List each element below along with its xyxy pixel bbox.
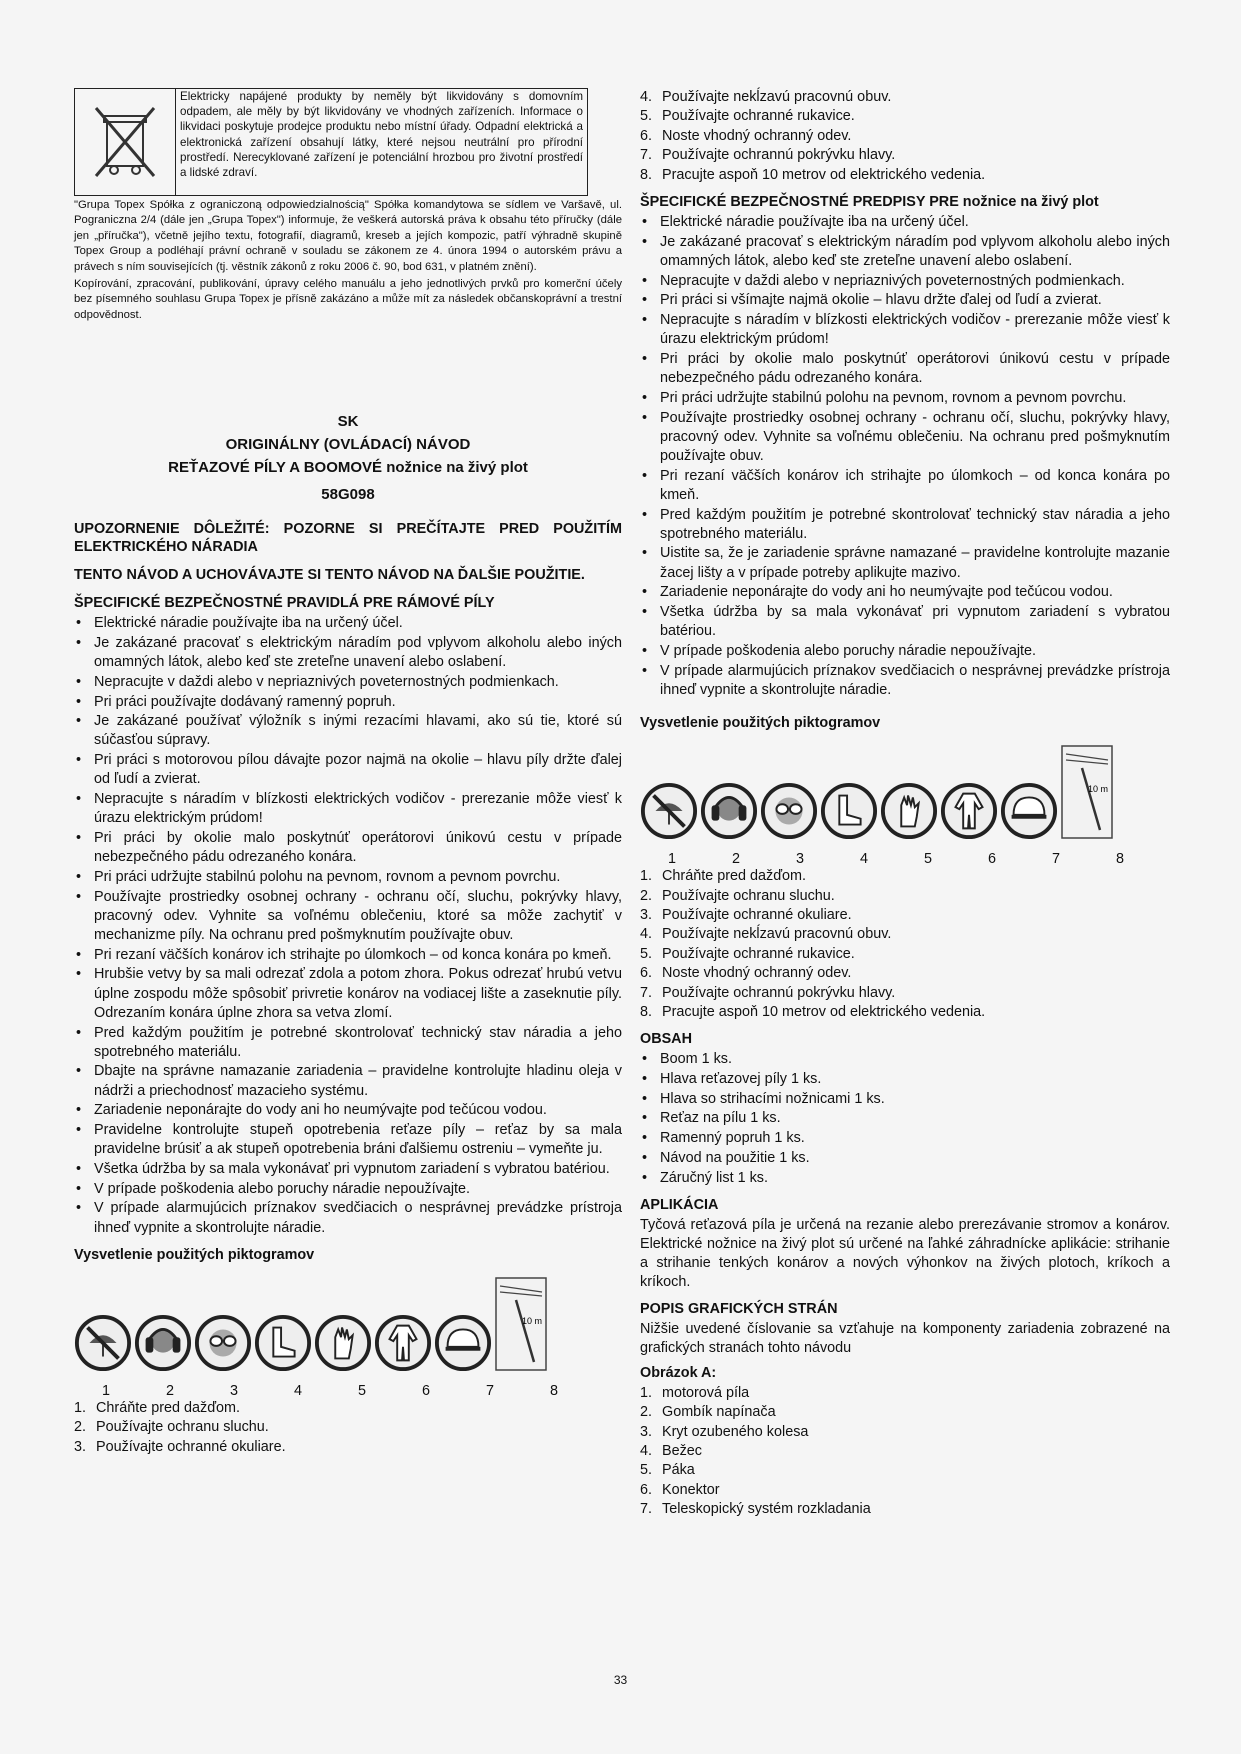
rain-protection-icon (640, 782, 698, 845)
list-item: 3. Kryt ozubeného kolesa (640, 1423, 809, 1440)
application-heading: APLIKÁCIA (640, 1196, 719, 1213)
figure-a-heading: Obrázok A: (640, 1364, 717, 1381)
list-item: • Pri práci udržujte stabilnú polohu na pevnom, rovnom a pevnom povrchu. (640, 389, 1170, 408)
ear-protection-icon (134, 1314, 192, 1377)
crossed-out-wheelie-bin-icon (75, 89, 176, 195)
list-item: • Nepracujte v daždi alebo v nepriaznivých poveternostných podmienkach. (74, 673, 622, 692)
pictogram-numbers (74, 1383, 622, 1399)
list-item: • V prípade poškodenia alebo poruchy náradie nepoužívajte. (74, 1180, 622, 1199)
list-item: 4. Bežec (640, 1443, 702, 1459)
list-item: • Boom 1 ks. (640, 1050, 1170, 1069)
power-line-distance-icon (1060, 744, 1114, 845)
pictogram-legend-left (74, 1399, 622, 1457)
pictogram-number: 7 (485, 1382, 494, 1399)
contents-list (640, 1050, 1170, 1187)
product-name: REŤAZOVÉ PÍLY A BOOMOVÉ nožnice na živý plot (168, 459, 528, 477)
pictogram-number: 3 (229, 1382, 238, 1399)
list-item: • Pred každým použitím je potrebné skontrolovať technický stav náradia a jeho spotrebného materiálu. (640, 506, 1170, 544)
copyright-paragraph-1: "Grupa Topex Spółka z ograniczoną odpowiedzialnością" Spółka komandytowa se sídlem ve Varšavě, ul. Pograniczna 2/4 (dále jen „Grupa Topex") informuje, že veškerá autorská práva k obsahu této příručky (dále jen „příručka"), včetně jejího textu, fotografií, diagramů, kreseb a jejích kompozic, patří výhradně skupině Topex Group a podléhají právní ochraně v souladu se zákonem ze 4. února 1994 o autorském právu a právech s ním souvisejících (tj. věstník zákonů z roku 2006 č. 90, bod 631, v platném znění). (74, 199, 622, 273)
pictogram-number: 8 (549, 1382, 558, 1399)
hedge-rules-list (640, 213, 1170, 700)
safety-boots-icon (254, 1314, 312, 1377)
list-item: • Pri rezaní väčších konárov ich strihajte po úlomkoch – od konca konára po kmeň. (640, 467, 1170, 505)
pictogram-number: 5 (357, 1382, 366, 1399)
power-line-distance-icon (494, 1276, 548, 1377)
ear-protection-icon (700, 782, 758, 845)
list-item: 1. Chráňte pred dažďom. (640, 868, 807, 885)
left-column (74, 88, 622, 1457)
list-item: • Záručný list 1 ks. (640, 1169, 1170, 1188)
gloves-icon (314, 1314, 372, 1377)
gloves-icon (880, 782, 938, 845)
list-item: 5. Používajte ochranné rukavice. (640, 108, 855, 125)
helmet-icon (1000, 782, 1058, 845)
title-block (74, 410, 622, 506)
list-item: 2. Gombík napínača (640, 1404, 776, 1421)
list-item: • Uistite sa, že je zariadenie správne namazané – pravidelne kontrolujte mazanie žacej lišty a v prípade potreby aplikujte mazivo. (640, 544, 1170, 582)
list-item: • Pri práci s motorovou pílou dávajte pozor najmä na okolie – hlavu píly držte ďalej od ľudí a zvierat. (74, 751, 622, 789)
list-item: • Pri práci udržujte stabilnú polohu na pevnom, rovnom a pevnom povrchu. (74, 868, 622, 887)
list-item: • Zariadenie neponárajte do vody ani ho neumývajte pod tečúcou vodou. (640, 583, 1170, 602)
list-item: • Používajte prostriedky osobnej ochrany - ochranu očí, sluchu, pokrývky hlavy, pracovný odev. Vyhnite sa voľnému oblečeniu, ktoré sa môže zachytiť v mechanizme píly. Na ochranu pred pošmyknutím používajte obuv. (74, 888, 622, 946)
list-item: • Elektrické náradie používajte iba na určený účel. (640, 213, 1170, 232)
list-item: • Je zakázané pracovať s elektrickým náradím pod vplyvom alkoholu alebo iných omamných látok, alebo keď ste zreteľne unavení alebo oslabení. (74, 634, 622, 672)
list-item: 5. Páka (640, 1462, 695, 1479)
list-item: 6. Konektor (640, 1481, 720, 1498)
list-item: 4. Používajte nekĺzavú pracovnú obuv. (640, 89, 892, 105)
list-item: • Všetka údržba by sa mala vykonávať pri vypnutom zariadení s vybratou batériou. (74, 1160, 622, 1179)
pictogram-heading-2: Vysvetlenie použitých piktogramov (640, 715, 881, 732)
pictogram-legend-right (640, 867, 1170, 1022)
list-item: 6. Noste vhodný ochranný odev. (640, 127, 852, 144)
list-item: • V prípade alarmujúcich príznakov svedčiacich o nesprávnej prevádzke prístroja ihneď vypnite a skontrolujte náradie. (640, 662, 1170, 700)
pictogram-number: 8 (1115, 851, 1124, 868)
list-item: • Elektrické náradie používajte iba na určený účel. (74, 614, 622, 633)
pictogram-row-2 (640, 744, 1170, 845)
list-item: • Hlava reťazovej píly 1 ks. (640, 1070, 1170, 1089)
list-item: 7. Používajte ochrannú pokrývku hlavy. (640, 147, 896, 164)
list-item: • Pri práci by okolie malo poskytnúť operátorovi únikovú cestu v prípade nebezpečného pádu odrezaného konára. (640, 350, 1170, 388)
list-item: 5. Používajte ochranné rukavice. (640, 945, 855, 962)
helmet-icon (434, 1314, 492, 1377)
protective-clothing-icon (940, 782, 998, 845)
list-item: • Pravidelne kontrolujte stupeň opotrebenia reťaze píly – reťaz by sa mala pravidelne brúsiť a ak stupeň opotrebenia bráni ďalšiemu ostreniu – vymeňte ju. (74, 1121, 622, 1159)
list-item: • V prípade alarmujúcich príznakov svedčiacich o nesprávnej prevádzke prístroja ihneď vypnite a skontrolujte náradie. (74, 1199, 622, 1237)
list-item: • Pri rezaní väčších konárov ich strihajte po úlomkoch – od konca konára po kmeň. (74, 946, 622, 965)
list-item: • Nepracujte s náradím v blízkosti elektrických vodičov - prerezanie môže viesť k úrazu elektrickým prúdom! (74, 790, 622, 828)
eye-protection-icon (760, 782, 818, 845)
list-item: 1. Chráňte pred dažďom. (74, 1399, 241, 1416)
weee-text: Elektricky napájené produkty by neměly být likvidovány s domovním odpadem, ale měly by být likvidovány ve vhodných zařízeních. Informace o likvidaci poskytuje prodejce produktu nebo místní úřady. Odpadní elektrická a elektronická zařízení obsahují látky, které nejsou neutrální pro přírodní prostředí. Nerecyklované zařízení je potenciální hrozbou pro životní prostředí a lidské zdraví. (180, 90, 583, 180)
figure-a-list (640, 1384, 1170, 1520)
application-text: Tyčová reťazová píla je určená na rezanie alebo prerezávanie stromov a konárov. Elektrické nožnice na živý plot sú určené na ľahké záhradnícke aplikácie: strihanie a strihanie tenkých konárov a nových výhonkov na živých plotoch, kríkoch a kríkoch. (640, 1216, 1170, 1290)
pictogram-number: 2 (165, 1382, 174, 1399)
warning-heading-1: UPOZORNENIE DÔLEŽITÉ: POZORNE SI PREČÍTAJTE PRED POUŽITÍM ELEKTRICKÉHO NÁRADIA (74, 521, 622, 556)
list-item: 7. Teleskopický systém rozkladania (640, 1501, 871, 1518)
manual-title: ORIGINÁLNY (OVLÁDACÍ) NÁVOD (225, 436, 471, 454)
pictogram-number: 6 (421, 1382, 430, 1399)
pictogram-number: 4 (859, 851, 868, 868)
list-item: 7. Používajte ochrannú pokrývku hlavy. (640, 984, 896, 1001)
pictogram-number: 5 (923, 851, 932, 868)
list-item: • Pri práci si všímajte najmä okolie – hlavu držte ďalej od ľudí a zvierat. (640, 291, 1170, 310)
list-item: 2. Používajte ochranu sluchu. (640, 887, 835, 904)
pictogram-number: 1 (101, 1382, 110, 1399)
list-item: • Pri práci by okolie malo poskytnúť operátorovi únikovú cestu v prípade nebezpečného pádu odrezaného konára. (74, 829, 622, 867)
pictogram-legend-continued (640, 88, 1170, 185)
distance-label: 10 m (1088, 784, 1109, 795)
pictogram-number: 3 (795, 851, 804, 868)
list-item: • Dbajte na správne namazanie zariadenia – pravidelne kontrolujte hladinu oleja v nádrži a priechodnosť mazacieho systému. (74, 1062, 622, 1100)
graphics-text: Nižšie uvedené číslovanie sa vzťahuje na komponenty zariadenia zobrazené na grafických stranách tohto návodu (640, 1320, 1170, 1356)
pictogram-number: 7 (1051, 851, 1060, 868)
list-item: • Ramenný popruh 1 ks. (640, 1129, 1170, 1148)
warning-heading-2: TENTO NÁVOD A UCHOVÁVAJTE SI TENTO NÁVOD NA ĎALŠIE POUŽITIE. (74, 567, 585, 584)
list-item: 4. Používajte nekĺzavú pracovnú obuv. (640, 926, 892, 943)
pictogram-heading: Vysvetlenie použitých piktogramov (74, 1246, 315, 1263)
list-item: • Je zakázané používať výložník s inými rezacími hlavami, ako sú tie, ktoré sú súčasťou súpravy. (74, 712, 622, 750)
list-item: • Pred každým použitím je potrebné skontrolovať technický stav náradia a jeho spotrebného materiálu. (74, 1024, 622, 1062)
list-item: • V prípade poškodenia alebo poruchy náradie nepoužívajte. (640, 642, 1170, 661)
hedge-rules-heading: ŠPECIFICKÉ BEZPEČNOSTNÉ PREDPISY PRE nožnice na živý plot (640, 194, 1099, 211)
list-item: 8. Pracujte aspoň 10 metrov od elektrického vedenia. (640, 1003, 986, 1020)
rain-protection-icon (74, 1314, 132, 1377)
pictogram-numbers-2 (640, 851, 1170, 867)
copyright-paragraph-2: Kopírování, zpracování, publikování, úpravy celého manuálu a jeho jednotlivých prvků pro komerční účely bez písemného souhlasu Grupa Topex je přísně zakázáno a může mít za následek občanskoprávní a trestní odpovědnost. (74, 278, 622, 321)
list-item: • Návod na použitie 1 ks. (640, 1149, 1170, 1168)
list-item: 3. Používajte ochranné okuliare. (74, 1438, 286, 1455)
list-item: • Všetka údržba by sa mala vykonávať pri vypnutom zariadení s vybratou batériou. (640, 603, 1170, 641)
list-item: • Hrubšie vetvy by sa mali odrezať zdola a potom zhora. Pokus odrezať hrubú vetvu úplne zospodu môže spôsobiť privretie konárov na vodiacej lište a zaseknutie píly. Odrezaním konára úplne zhora sa vetva zlomí. (74, 965, 622, 1023)
list-item: • Hlava so strihacími nožnicami 1 ks. (640, 1090, 1170, 1109)
copyright-notice (74, 198, 622, 323)
pictogram-row (74, 1276, 622, 1377)
list-item: 6. Noste vhodný ochranný odev. (640, 965, 852, 982)
saw-rules-heading: ŠPECIFICKÉ BEZPEČNOSTNÉ PRAVIDLÁ PRE RÁMOVÉ PÍLY (74, 595, 495, 612)
pictogram-number: 4 (293, 1382, 302, 1399)
model-number: 58G098 (321, 486, 375, 504)
page-number: 33 (613, 1673, 628, 1687)
list-item: • Nepracujte s náradím v blízkosti elektrických vodičov - prerezanie môže viesť k úrazu elektrickým prúdom! (640, 311, 1170, 349)
weee-notice (74, 88, 588, 196)
list-item: 3. Používajte ochranné okuliare. (640, 906, 852, 923)
pictogram-number: 6 (987, 851, 996, 868)
protective-clothing-icon (374, 1314, 432, 1377)
distance-label: 10 m (522, 1315, 543, 1326)
list-item: • Reťaz na pílu 1 ks. (640, 1109, 1170, 1128)
list-item: • Zariadenie neponárajte do vody ani ho neumývajte pod tečúcou vodou. (74, 1101, 622, 1120)
graphics-heading: POPIS GRAFICKÝCH STRÁN (640, 1300, 838, 1317)
safety-boots-icon (820, 782, 878, 845)
right-column (640, 88, 1170, 1520)
list-item: • Používajte prostriedky osobnej ochrany - ochranu očí, sluchu, pokrývky hlavy, pracovný odev. Vyhnite sa voľnému oblečeniu. Na ochranu pred pošmyknutím používajte obuv. (640, 409, 1170, 467)
contents-heading: OBSAH (640, 1031, 692, 1048)
list-item: • Pri práci používajte dodávaný ramenný popruh. (74, 693, 622, 712)
list-item: 1. motorová píla (640, 1384, 750, 1401)
saw-rules-list (74, 614, 622, 1238)
list-item: 2. Používajte ochranu sluchu. (74, 1419, 269, 1436)
list-item: • Nepracujte v daždi alebo v nepriaznivých poveternostných podmienkach. (640, 272, 1170, 291)
list-item: 8. Pracujte aspoň 10 metrov od elektrického vedenia. (640, 166, 986, 183)
pictogram-number: 1 (667, 851, 676, 868)
pictogram-number: 2 (731, 851, 740, 868)
language-code: SK (337, 413, 359, 431)
list-item: • Je zakázané pracovať s elektrickým náradím pod vplyvom alkoholu alebo iných omamných látok, alebo keď ste zreteľne unavení alebo oslabení. (640, 233, 1170, 271)
eye-protection-icon (194, 1314, 252, 1377)
